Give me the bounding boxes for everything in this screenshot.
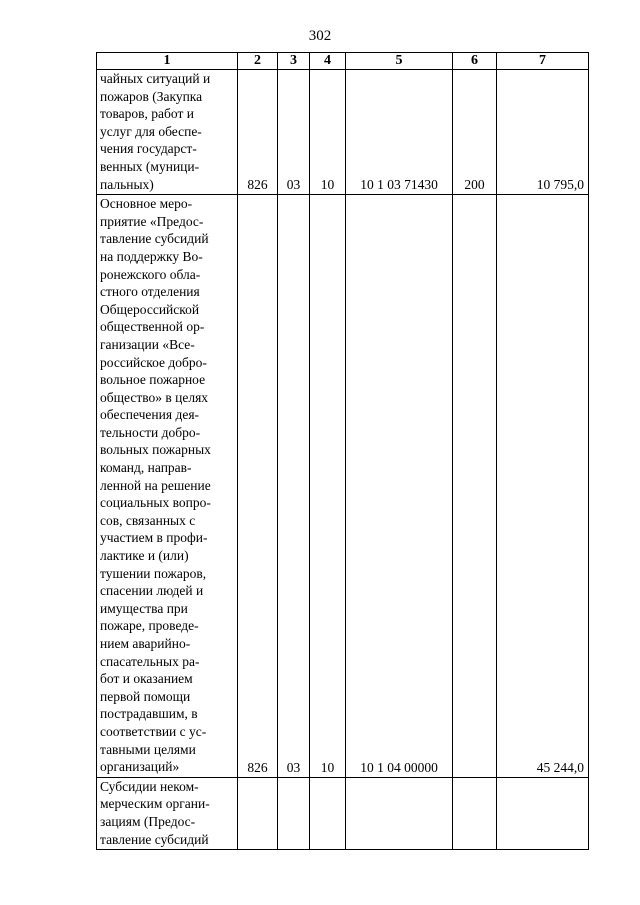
subsection-code: 10 — [310, 195, 346, 778]
row-description: чайных ситуаций и пожаров (Закупка товаров, работ и услуг для обеспе- чения государст- венных (муници- пальных) — [97, 70, 238, 195]
section-code: 03 — [278, 195, 310, 778]
table-row — [97, 70, 589, 195]
target-article-code: 10 1 04 00000 — [346, 195, 453, 778]
column-header: 1 — [97, 53, 238, 70]
column-header: 3 — [278, 53, 310, 70]
column-header: 5 — [346, 53, 453, 70]
expense-type-code — [453, 777, 497, 849]
target-article-code — [346, 777, 453, 849]
section-code — [278, 777, 310, 849]
amount: 10 795,0 — [497, 70, 589, 195]
table-row — [97, 195, 589, 778]
row-description: Основное меро- приятие «Предос- тавление субсидий на поддержку Во- ронежского обла- стного отделения Общероссийской общественной ор- ганизации «Все- российское добро- вольное пожарное общество» в целях обеспечения дея- тельности добро- вольных пожарных команд, направ- ленной на решение социальных вопро- сов, связанных с участием в профи- лактике и (или) тушении пожаров, спасении людей и имущества при пожаре, проведе- нием аварийно- спасательных ра- бот и оказанием первой помощи пострадавшим, в соответствии с ус- тавными целями организаций» — [97, 195, 238, 778]
budget-table — [96, 52, 589, 850]
column-header: 7 — [497, 53, 589, 70]
subsection-code: 10 — [310, 70, 346, 195]
ministry-code — [238, 777, 278, 849]
page-number: 302 — [308, 28, 332, 44]
column-header: 6 — [453, 53, 497, 70]
column-header: 2 — [238, 53, 278, 70]
target-article-code: 10 1 03 71430 — [346, 70, 453, 195]
subsection-code — [310, 777, 346, 849]
row-description: Субсидии неком- мерческим органи- зациям (Предос- тавление субсидий — [97, 777, 238, 849]
section-code: 03 — [278, 70, 310, 195]
ministry-code: 826 — [238, 195, 278, 778]
expense-type-code: 200 — [453, 70, 497, 195]
expense-type-code — [453, 195, 497, 778]
column-header: 4 — [310, 53, 346, 70]
ministry-code: 826 — [238, 70, 278, 195]
amount — [497, 777, 589, 849]
amount: 45 244,0 — [497, 195, 589, 778]
header-row — [97, 53, 589, 70]
table-row — [97, 777, 589, 849]
